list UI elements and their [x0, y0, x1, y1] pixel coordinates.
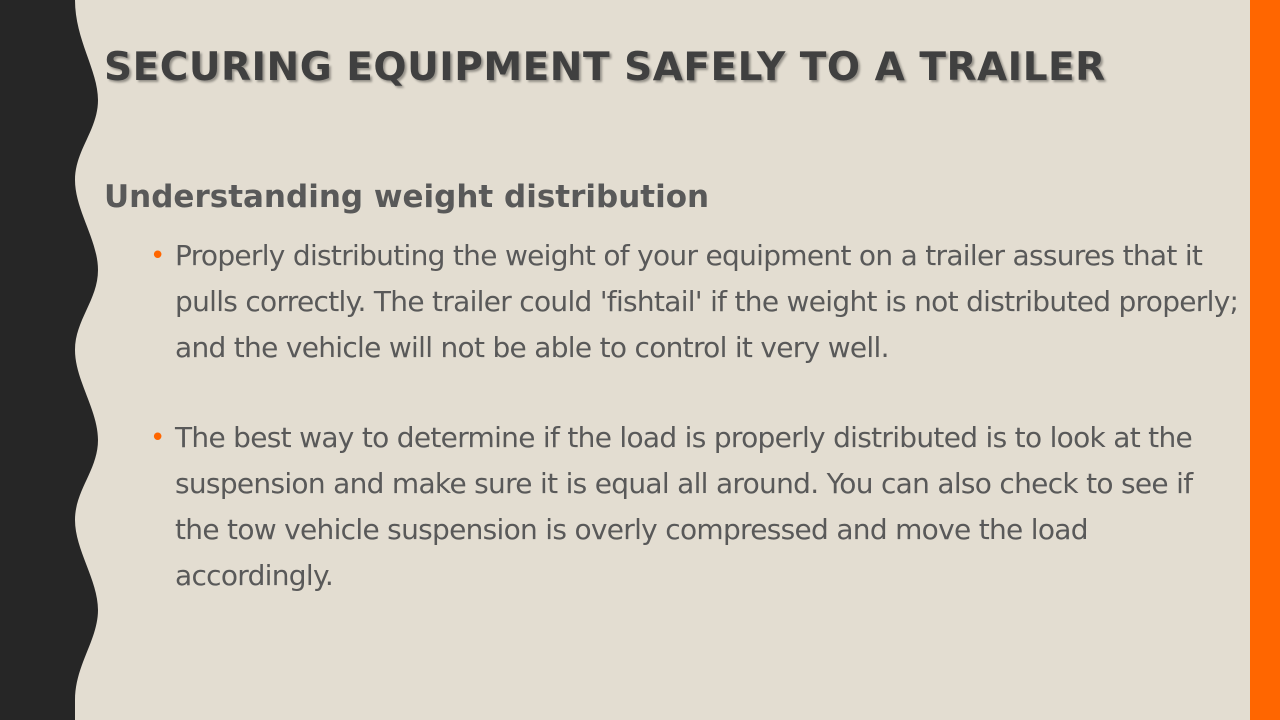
bullet-item	[150, 233, 1240, 371]
slide-title: SECURING EQUIPMENT SAFELY TO A TRAILER	[104, 45, 1106, 90]
wavy-left-border	[0, 0, 120, 720]
wavy-border-shape	[0, 0, 98, 720]
bullet-text: Properly distributing the weight of your equipment on a trailer assures that it pulls correctly. The trailer could 'fishtail' if the weight is not distributed properly; and the vehicle will not be able to control it very well.	[175, 239, 1239, 364]
bullet-item	[150, 415, 1240, 599]
orange-accent-bar	[1250, 0, 1280, 720]
bullet-dot-icon: •	[150, 423, 166, 453]
bullet-dot-icon: •	[150, 241, 166, 271]
bullet-list	[150, 233, 1240, 643]
bullet-text: The best way to determine if the load is properly distributed is to look at the suspension and make sure it is equal all around. You can also check to see if the tow vehicle suspension is overly compressed and move the load accordingly.	[175, 421, 1193, 592]
slide-subheading: Understanding weight distribution	[104, 179, 710, 215]
